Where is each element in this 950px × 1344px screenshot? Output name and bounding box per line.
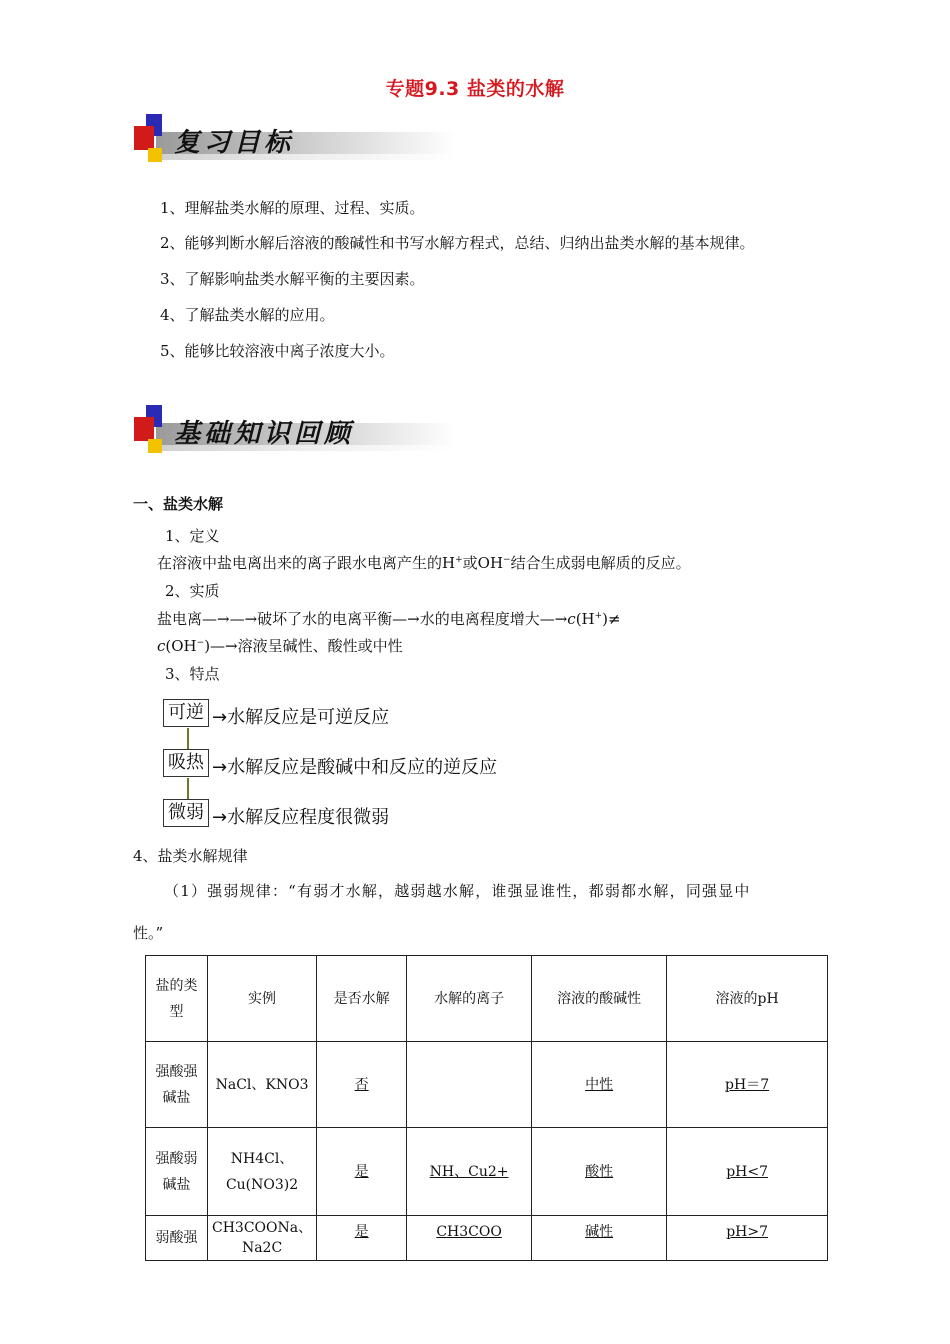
objective-4: 4、了解盐类水解的应用。: [160, 306, 335, 324]
cell-example: NaCl、KNO3: [208, 1042, 317, 1128]
header-acidity: 溶液的酸碱性: [532, 956, 667, 1042]
rule-heading: 4、盐类水解规律: [133, 847, 248, 865]
cell-hydrolysis: 是: [317, 1216, 407, 1261]
hydrolysis-rules-table: [145, 955, 828, 1261]
header-ion: 水解的离子: [407, 956, 532, 1042]
header-example: 实例: [208, 956, 317, 1042]
banner-square-yellow: [148, 439, 162, 453]
section-banner-review-goals: [134, 114, 464, 170]
cell-type: 弱酸强: [146, 1216, 208, 1261]
banner-label: 基础知识回顾: [174, 419, 355, 449]
feature-box-weak: 微弱: [163, 799, 209, 827]
cell-type: 强酸强碱盐: [146, 1042, 208, 1128]
cell-ph: pH＝7: [667, 1042, 828, 1128]
cell-example: CH3COONa、Na2C: [208, 1216, 317, 1261]
cell-acidity: 中性: [532, 1042, 667, 1128]
cell-ph: pH<7: [667, 1128, 828, 1216]
banner-square-yellow: [148, 148, 162, 162]
cell-ion: [407, 1042, 532, 1128]
header-salt-type: 盐的类型: [146, 956, 208, 1042]
feature-text-reversible: →水解反应是可逆反应: [212, 707, 390, 728]
cell-ion: CH3COO: [407, 1216, 532, 1261]
header-hydrolysis: 是否水解: [317, 956, 407, 1042]
definition-heading: 1、定义: [165, 527, 220, 545]
rule-1-line-1: （1）强弱规律：“有弱才水解，越弱越水解，谁强显谁性，都弱都水解，同强显中: [164, 882, 751, 900]
cell-type: 强酸弱碱盐: [146, 1128, 208, 1216]
objective-2: 2、能够判断水解后溶液的酸碱性和书写水解方程式，总结、归纳出盐类水解的基本规律。: [160, 234, 755, 252]
cell-acidity: 碱性: [532, 1216, 667, 1261]
objective-3: 3、了解影响盐类水解平衡的主要因素。: [160, 270, 425, 288]
cell-hydrolysis: 是: [317, 1128, 407, 1216]
feature-box-reversible: 可逆: [163, 699, 209, 727]
banner-label: 复习目标: [174, 128, 295, 158]
objective-5: 5、能够比较溶液中离子浓度大小。: [160, 342, 395, 360]
cell-hydrolysis: 否: [317, 1042, 407, 1128]
essence-line-1: 盐电离—→—→破坏了水的电离平衡—→水的电离程度增大—→c(H+)≠: [157, 610, 621, 628]
feature-box-endothermic: 吸热: [163, 749, 209, 777]
table-row: [146, 1216, 828, 1261]
section-heading: 一、盐类水解: [133, 495, 224, 513]
rule-1-line-2: 性。”: [133, 924, 164, 942]
banner-square-red: [134, 126, 154, 150]
objective-1: 1、理解盐类水解的原理、过程、实质。: [160, 199, 425, 217]
banner-square-red: [134, 417, 154, 441]
cell-acidity: 酸性: [532, 1128, 667, 1216]
table-header-row: [146, 956, 828, 1042]
cell-ion: NH、Cu2+: [407, 1128, 532, 1216]
connector-line: [187, 778, 189, 800]
features-heading: 3、特点: [165, 665, 220, 683]
connector-line: [187, 728, 189, 750]
table-row: [146, 1042, 828, 1128]
feature-text-endothermic: →水解反应是酸碱中和反应的逆反应: [212, 757, 498, 778]
feature-text-weak: →水解反应程度很微弱: [212, 807, 390, 828]
essence-line-2: c(OH−)—→溶液呈碱性、酸性或中性: [157, 637, 403, 655]
essence-heading: 2、实质: [165, 582, 220, 600]
definition-text: 在溶液中盐电离出来的离子跟水电离产生的H+或OH−结合生成弱电解质的反应。: [157, 554, 691, 572]
cell-ph: pH>7: [667, 1216, 828, 1261]
cell-example: NH4Cl、Cu(NO3)2: [208, 1128, 317, 1216]
page-title: 专题9.3 盐类的水解: [385, 78, 565, 100]
table-row: [146, 1128, 828, 1216]
header-ph: 溶液的pH: [667, 956, 828, 1042]
section-banner-basic-review: [134, 405, 464, 461]
